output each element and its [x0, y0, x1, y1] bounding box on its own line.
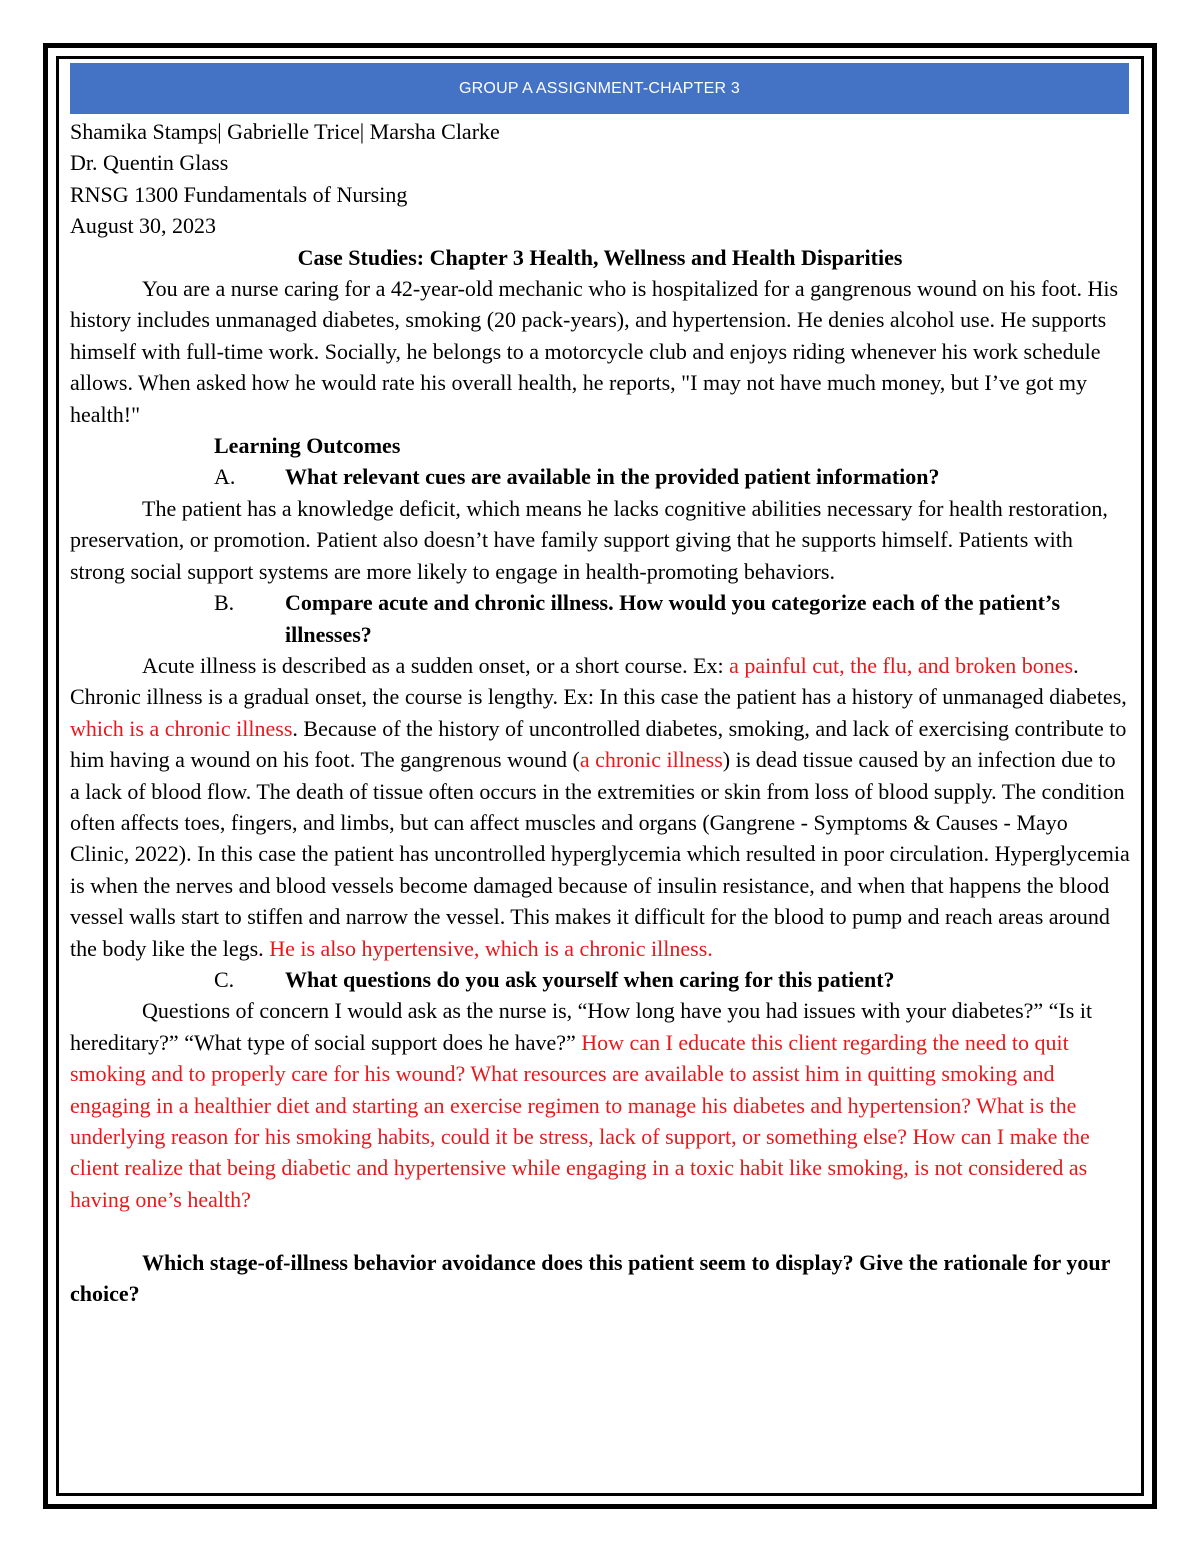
question-a	[70, 461, 1130, 492]
answer-c-text-1: Questions of concern I would ask as the nurse is, “How long have you had issues with your diabetes?” “Is it hereditary?” “What type of social support does he have?”	[70, 998, 1093, 1055]
answer-b-text-3: . Because of the history of uncontrolled diabetes, smoking, and lack of exercising contribute to him having a wound on his foot. The gangrenous wound (	[70, 715, 1127, 773]
learning-outcomes-heading: Learning Outcomes	[214, 433, 401, 459]
question-a-letter: A.	[214, 464, 236, 490]
answer-b-text-1: Acute illness is described as a sudden onset, or a short course. Ex:	[142, 652, 730, 678]
authors-line: Shamika Stamps| Gabrielle Trice| Marsha Clarke	[70, 119, 500, 144]
question-c-letter: C.	[214, 966, 235, 992]
answer-b-text-2: . Chronic illness is a gradual onset, the course is lengthy. Ex: In this case the patient has a history of unmanaged diabetes,	[70, 652, 1127, 710]
answer-c-highlight-1: How can I educate this client regarding the need to quit smoking and to properly care for his wound? What resources are available to assist him in quitting smoking and engaging in a healthier diet and starting an exercise regimen to manage his diabetes and hypertension? What is the underlying reason for his smoking habits, could it be stress, lack of support, or something else? How can I make the client realize that being diabetic and hypertensive while engaging in a toxic habit like smoking, is not considered as having one’s health?	[70, 1029, 1090, 1212]
header-bar	[70, 63, 1129, 114]
question-b	[70, 587, 1130, 650]
question-c-text: What questions do you ask yourself when caring for this patient?	[285, 966, 895, 992]
answer-b-highlight-3: a chronic illness	[579, 747, 723, 773]
document-title: Case Studies: Chapter 3 Health, Wellness and Health Disparities	[297, 244, 903, 270]
course-line: RNSG 1300 Fundamentals of Nursing	[70, 181, 408, 207]
answer-a: The patient has a knowledge deficit, which means he lacks cognitive abilities necessary for health restoration, preservation, or promotion. Patient also doesn’t have family support giving that he supports himself. Patients with strong social support systems are more likely to engage in health-promoting behaviors.	[70, 495, 1108, 584]
case-description: You are a nurse caring for a 42-year-old mechanic who is hospitalized for a gangrenous wound on his foot. His history includes unmanaged diabetes, smoking (20 pack-years), and hypertension. He denies alcohol use. He supports himself with full-time work. Socially, he belongs to a motorcycle club and enjoys riding whenever his work schedule allows. When asked how he would rate his overall health, he reports, "I may not have much money, but I’ve got my health!"	[70, 276, 1119, 427]
answer-c	[70, 995, 1130, 1215]
answer-b-highlight-1: a painful cut, the flu, and broken bones	[729, 652, 1074, 678]
date-line: August 30, 2023	[70, 213, 217, 239]
instructor-line: Dr. Quentin Glass	[70, 150, 229, 176]
answer-b	[70, 650, 1130, 964]
final-question: Which stage-of-illness behavior avoidance does this patient seem to display? Give the rationale for your choice?	[70, 1249, 1110, 1307]
question-b-text: Compare acute and chronic illness. How would you categorize each of the patient’s illnesses?	[285, 590, 1061, 647]
question-b-letter: B.	[214, 590, 235, 616]
header-title: GROUP A ASSIGNMENT-CHAPTER 3	[459, 79, 740, 97]
question-c	[70, 964, 1130, 995]
blank-line	[70, 1215, 1130, 1246]
answer-b-text-4: ) is dead tissue caused by an infection due to a lack of blood flow. The death of tissue often occurs in the extremities or skin from loss of blood supply. The condition often affects toes, fingers, and limbs, but can affect muscles and organs (Gangrene - Symptoms & Causes - Mayo Clinic, 2022). In this case the patient has uncontrolled hyperglycemia which resulted in poor circulation. Hyperglycemia is when the nerves and blood vessels become damaged because of insulin resistance, and when that happens the blood vessel walls start to stiffen and narrow the vessel. This makes it difficult for the blood to pump and reach areas around the body like the legs.	[70, 747, 1130, 961]
question-a-text: What relevant cues are available in the provided patient information?	[285, 464, 940, 490]
answer-b-highlight-4: He is also hypertensive, which is a chronic illness.	[269, 935, 713, 961]
answer-b-highlight-2: which is a chronic illness	[70, 715, 293, 741]
document-body	[70, 116, 1130, 1309]
